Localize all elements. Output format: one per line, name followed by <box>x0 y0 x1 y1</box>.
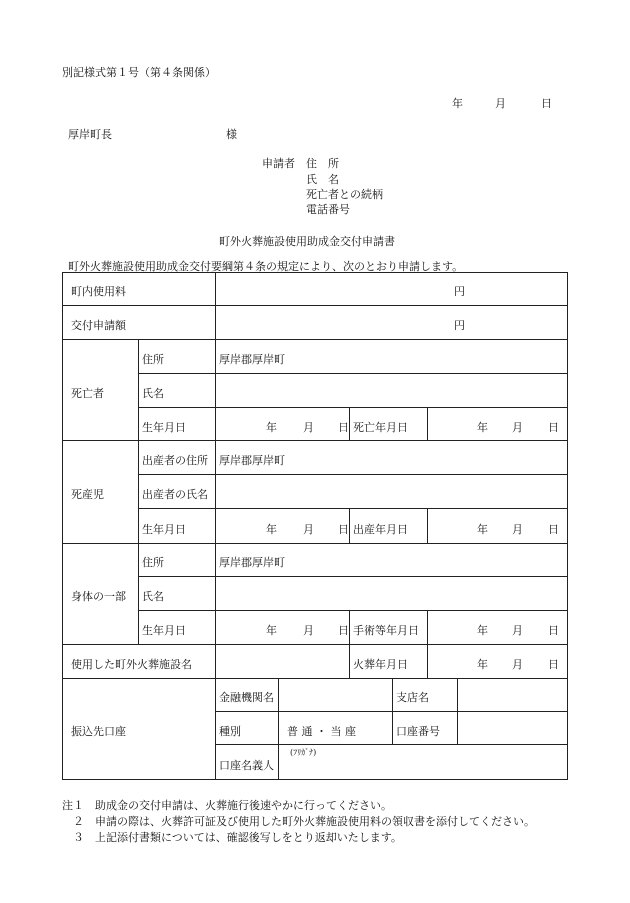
body-part-address-value[interactable]: 厚岸郡厚岸町 <box>219 556 285 569</box>
fee-amount-field[interactable] <box>223 272 560 306</box>
deceased-address-label: 住所 <box>142 353 164 366</box>
form-title: 町外火葬施設使用助成金交付申請書 <box>219 235 395 248</box>
stillbirth-mother-name-field[interactable] <box>219 475 559 507</box>
bank-institution-label: 金融機関名 <box>219 691 274 704</box>
deceased-address-value[interactable]: 厚岸郡厚岸町 <box>219 353 285 366</box>
applicant-phone-label: 電話番号 <box>306 203 350 216</box>
deceased-name-label: 氏名 <box>142 387 164 400</box>
note-1: 注１ 助成金の交付申請は、火葬施行後速やかに行ってください。 <box>62 799 392 812</box>
stillbirth-delivery-date-label: 出産年月日 <box>353 523 408 536</box>
grant-amount-field[interactable] <box>223 306 560 340</box>
bank-account-label: 振込先口座 <box>71 725 126 738</box>
body-part-surgery-day: 日 <box>548 624 559 637</box>
cremation-year: 年 <box>477 658 488 671</box>
stillbirth-mother-address-value[interactable]: 厚岸郡厚岸町 <box>219 454 285 467</box>
cremation-day: 日 <box>548 658 559 671</box>
body-part-surgery-year: 年 <box>477 624 488 637</box>
bank-institution-field[interactable] <box>282 679 388 710</box>
applicant-address-label: 住 所 <box>306 157 339 170</box>
fee-yen-unit: 円 <box>454 285 465 298</box>
body-part-surgery-date-label: 手術等年月日 <box>353 624 419 637</box>
stillbirth-birth-day: 日 <box>338 523 349 536</box>
body-part-surgery-month: 月 <box>512 624 523 637</box>
body-part-birth-month: 月 <box>303 624 314 637</box>
deceased-death-date-label: 死亡年月日 <box>353 421 408 434</box>
bank-branch-field[interactable] <box>461 679 563 710</box>
body-part-birth-label: 生年月日 <box>142 624 186 637</box>
deceased-death-month: 月 <box>512 421 523 434</box>
deceased-name-field[interactable] <box>219 374 559 406</box>
stillbirth-delivery-month: 月 <box>512 523 523 536</box>
deceased-birth-day: 日 <box>338 421 349 434</box>
stillbirth-delivery-day: 日 <box>548 523 559 536</box>
bank-type-value[interactable]: 普 通 ・ 当 座 <box>287 725 356 738</box>
date-month-label: 月 <box>495 97 506 110</box>
cremation-date-label: 火葬年月日 <box>353 658 408 671</box>
deceased-label: 死亡者 <box>71 387 104 400</box>
applicant-relation-label: 死亡者との続柄 <box>306 188 383 201</box>
stillbirth-birth-label: 生年月日 <box>142 523 186 536</box>
application-table <box>62 272 568 780</box>
body-part-name-field[interactable] <box>219 577 559 609</box>
stillbirth-mother-name-label: 出産者の氏名 <box>142 488 208 501</box>
stillbirth-mother-address-label: 出産者の住所 <box>142 454 208 467</box>
bank-type-label: 種別 <box>219 725 241 738</box>
applicant-name-label: 氏 名 <box>306 173 339 186</box>
deceased-birth-year: 年 <box>266 421 277 434</box>
deceased-death-day: 日 <box>548 421 559 434</box>
bank-holder-furigana[interactable]: (ﾌﾘｶﾞﾅ) <box>290 748 317 757</box>
body-part-name-label: 氏名 <box>142 590 164 603</box>
bank-account-number-label: 口座番号 <box>396 725 440 738</box>
facility-label: 使用した町外火葬施設名 <box>71 658 192 671</box>
note-3: ３ 上記添付書類については、確認後写しをとり返却いたします。 <box>62 831 402 844</box>
deceased-death-year: 年 <box>477 421 488 434</box>
stillbirth-label: 死産児 <box>71 488 104 501</box>
bank-holder-label: 口座名義人 <box>219 759 274 772</box>
body-part-address-label: 住所 <box>142 556 164 569</box>
addressee-honorific: 様 <box>226 128 237 141</box>
bank-account-number-field[interactable] <box>461 712 563 743</box>
addressee: 厚岸町長 <box>68 128 112 141</box>
applicant-label: 申請者 <box>262 157 295 170</box>
body-part-birth-year: 年 <box>266 624 277 637</box>
intro-text: 町外火葬施設使用助成金交付要綱第４条の規定により、次のとおり申請します。 <box>68 260 464 273</box>
grant-label: 交付申請額 <box>71 319 126 332</box>
date-day-label: 日 <box>541 97 552 110</box>
deceased-birth-label: 生年月日 <box>142 421 186 434</box>
date-year-label: 年 <box>452 97 463 110</box>
stillbirth-birth-month: 月 <box>303 523 314 536</box>
fee-label: 町内使用料 <box>71 285 126 298</box>
facility-name-field[interactable] <box>219 645 345 677</box>
body-part-birth-day: 日 <box>338 624 349 637</box>
stillbirth-birth-year: 年 <box>266 523 277 536</box>
deceased-birth-month: 月 <box>303 421 314 434</box>
bank-branch-label: 支店名 <box>396 691 429 704</box>
stillbirth-delivery-year: 年 <box>477 523 488 536</box>
note-2: ２ 申請の際は、火葬許可証及び使用した町外火葬施設使用料の領収書を添付してください。 <box>62 815 535 828</box>
grant-yen-unit: 円 <box>454 319 465 332</box>
form-number: 別記様式第１号（第４条関係） <box>62 66 216 79</box>
cremation-month: 月 <box>512 658 523 671</box>
body-part-label: 身体の一部 <box>71 590 126 603</box>
